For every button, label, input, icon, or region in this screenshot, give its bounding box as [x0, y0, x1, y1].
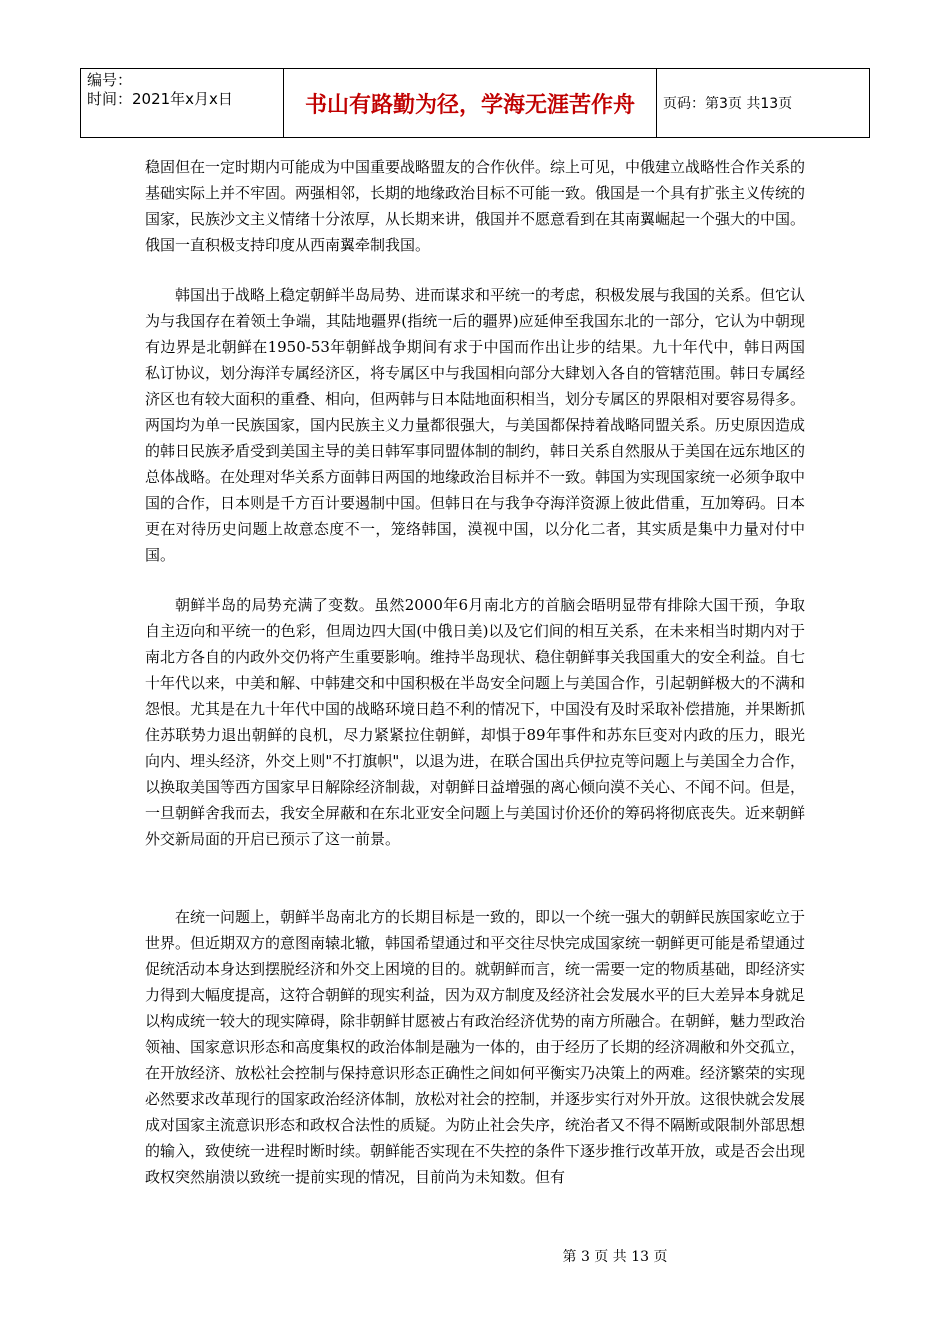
header-meta-cell	[81, 69, 284, 138]
header-page-info: 页码：第3页 共13页	[657, 69, 870, 138]
paragraph-gap	[145, 852, 805, 904]
paragraph-3: 朝鲜半岛的局势充满了变数。虽然2000年6月南北方的首脑会晤明显带有排除大国干预，争取自主迈向和平统一的色彩，但周边四大国(中俄日美)以及它们间的相互关系，在未来相当时期内对于南北方各自的内政外交仍将产生重要影响。维持半岛现状、稳住朝鲜事关我国重大的安全利益。自七十年代以来，中美和解、中韩建交和中国积极在半岛安全问题上与美国合作，引起朝鲜极大的不满和怨恨。尤其是在九十年代中国的战略环境日趋不利的情况下，中国没有及时采取补偿措施，并果断抓住苏联势力退出朝鲜的良机，尽力紧紧拉住朝鲜，却惧于89年事件和苏东巨变对内政的压力，眼光向内、埋头经济，外交上则"不打旗帜"，以退为进，在联合国出兵伊拉克等问题上与美国全力合作，以换取美国等西方国家早日解除经济制裁，对朝鲜日益增强的离心倾向漠不关心、不闻不问。但是，一旦朝鲜舍我而去，我安全屏蔽和在东北亚安全问题上与美国讨价还价的筹码将彻底丧失。近来朝鲜外交新局面的开启已预示了这一前景。	[145, 596, 806, 848]
paragraph-gap	[145, 258, 805, 282]
document-body	[145, 154, 805, 1190]
page-footer: 第 3 页 共 13 页	[562, 1249, 668, 1265]
header-motto: 书山有路勤为径，学海无涯苦作舟	[284, 69, 657, 138]
header-table	[80, 68, 870, 138]
paragraph-1: 稳固但在一定时期内可能成为中国重要战略盟友的合作伙伴。综上可见，中俄建立战略性合作关系的基础实际上并不牢固。两强相邻，长期的地缘政治目标不可能一致。俄国是一个具有扩张主义传统的国家，民族沙文主义情绪十分浓厚，从长期来讲，俄国并不愿意看到在其南翼崛起一个强大的中国。俄国一直积极支持印度从西南翼牵制我国。	[145, 158, 806, 254]
number-label: 编号：	[87, 71, 133, 89]
paragraph-2: 韩国出于战略上稳定朝鲜半岛局势、进而谋求和平统一的考虑，积极发展与我国的关系。但它认为与我国存在着领土争端，其陆地疆界(指统一后的疆界)应延伸至我国东北的一部分，它认为中朝现有边界是北朝鲜在1950-53年朝鲜战争期间有求于中国而作出让步的结果。九十年代中，韩日两国私订协议，划分海洋专属经济区，将专属区中与我国相向部分大肆划入各自的管辖范围。韩日专属经济区也有较大面积的重叠、相向，但两韩与日本陆地面积相当，划分专属区的界限相对要容易得多。两国均为单一民族国家，国内民族主义力量都很强大，与美国都保持着战略同盟关系。历史原因造成的韩日民族矛盾受到美国主导的美日韩军事同盟体制的制约，韩日关系自然服从于美国在远东地区的总体战略。在处理对华关系方面韩日两国的地缘政治目标并不一致。韩国为实现国家统一必须争取中国的合作，日本则是千方百计要遏制中国。但韩日在与我争夺海洋资源上彼此借重，互加筹码。日本更在对待历史问题上故意态度不一，笼络韩国，漠视中国，以分化二者，其实质是集中力量对付中国。	[145, 286, 806, 564]
date-line: 时间：2021年x月x日	[87, 90, 233, 108]
paragraph-4: 在统一问题上，朝鲜半岛南北方的长期目标是一致的，即以一个统一强大的朝鲜民族国家屹立于世界。但近期双方的意图南辕北辙，韩国希望通过和平交往尽快完成国家统一朝鲜更可能是希望通过促统活动本身达到摆脱经济和外交上困境的目的。就朝鲜而言，统一需要一定的物质基础，即经济实力得到大幅度提高，这符合朝鲜的现实利益，因为双方制度及经济社会发展水平的巨大差异本身就足以构成统一较大的现实障碍，除非朝鲜甘愿被占有政治经济优势的南方所融合。在朝鲜，魅力型政治领袖、国家意识形态和高度集权的政治体制是融为一体的，由于经历了长期的经济凋敝和外交孤立，在开放经济、放松社会控制与保持意识形态正确性之间如何平衡实乃决策上的两难。经济繁荣的实现必然要求改革现行的国家政治经济体制，放松对社会的控制，并逐步实行对外开放。这很快就会发展成对国家主流意识形态和政权合法性的质疑。为防止社会失序，统治者又不得不隔断或限制外部思想的输入，致使统一进程时断时续。朝鲜能否实现在不失控的条件下逐步推行改革开放，或是否会出现政权突然崩溃以致统一提前实现的情况，目前尚为未知数。但有	[145, 908, 806, 1186]
paragraph-gap	[145, 568, 805, 592]
